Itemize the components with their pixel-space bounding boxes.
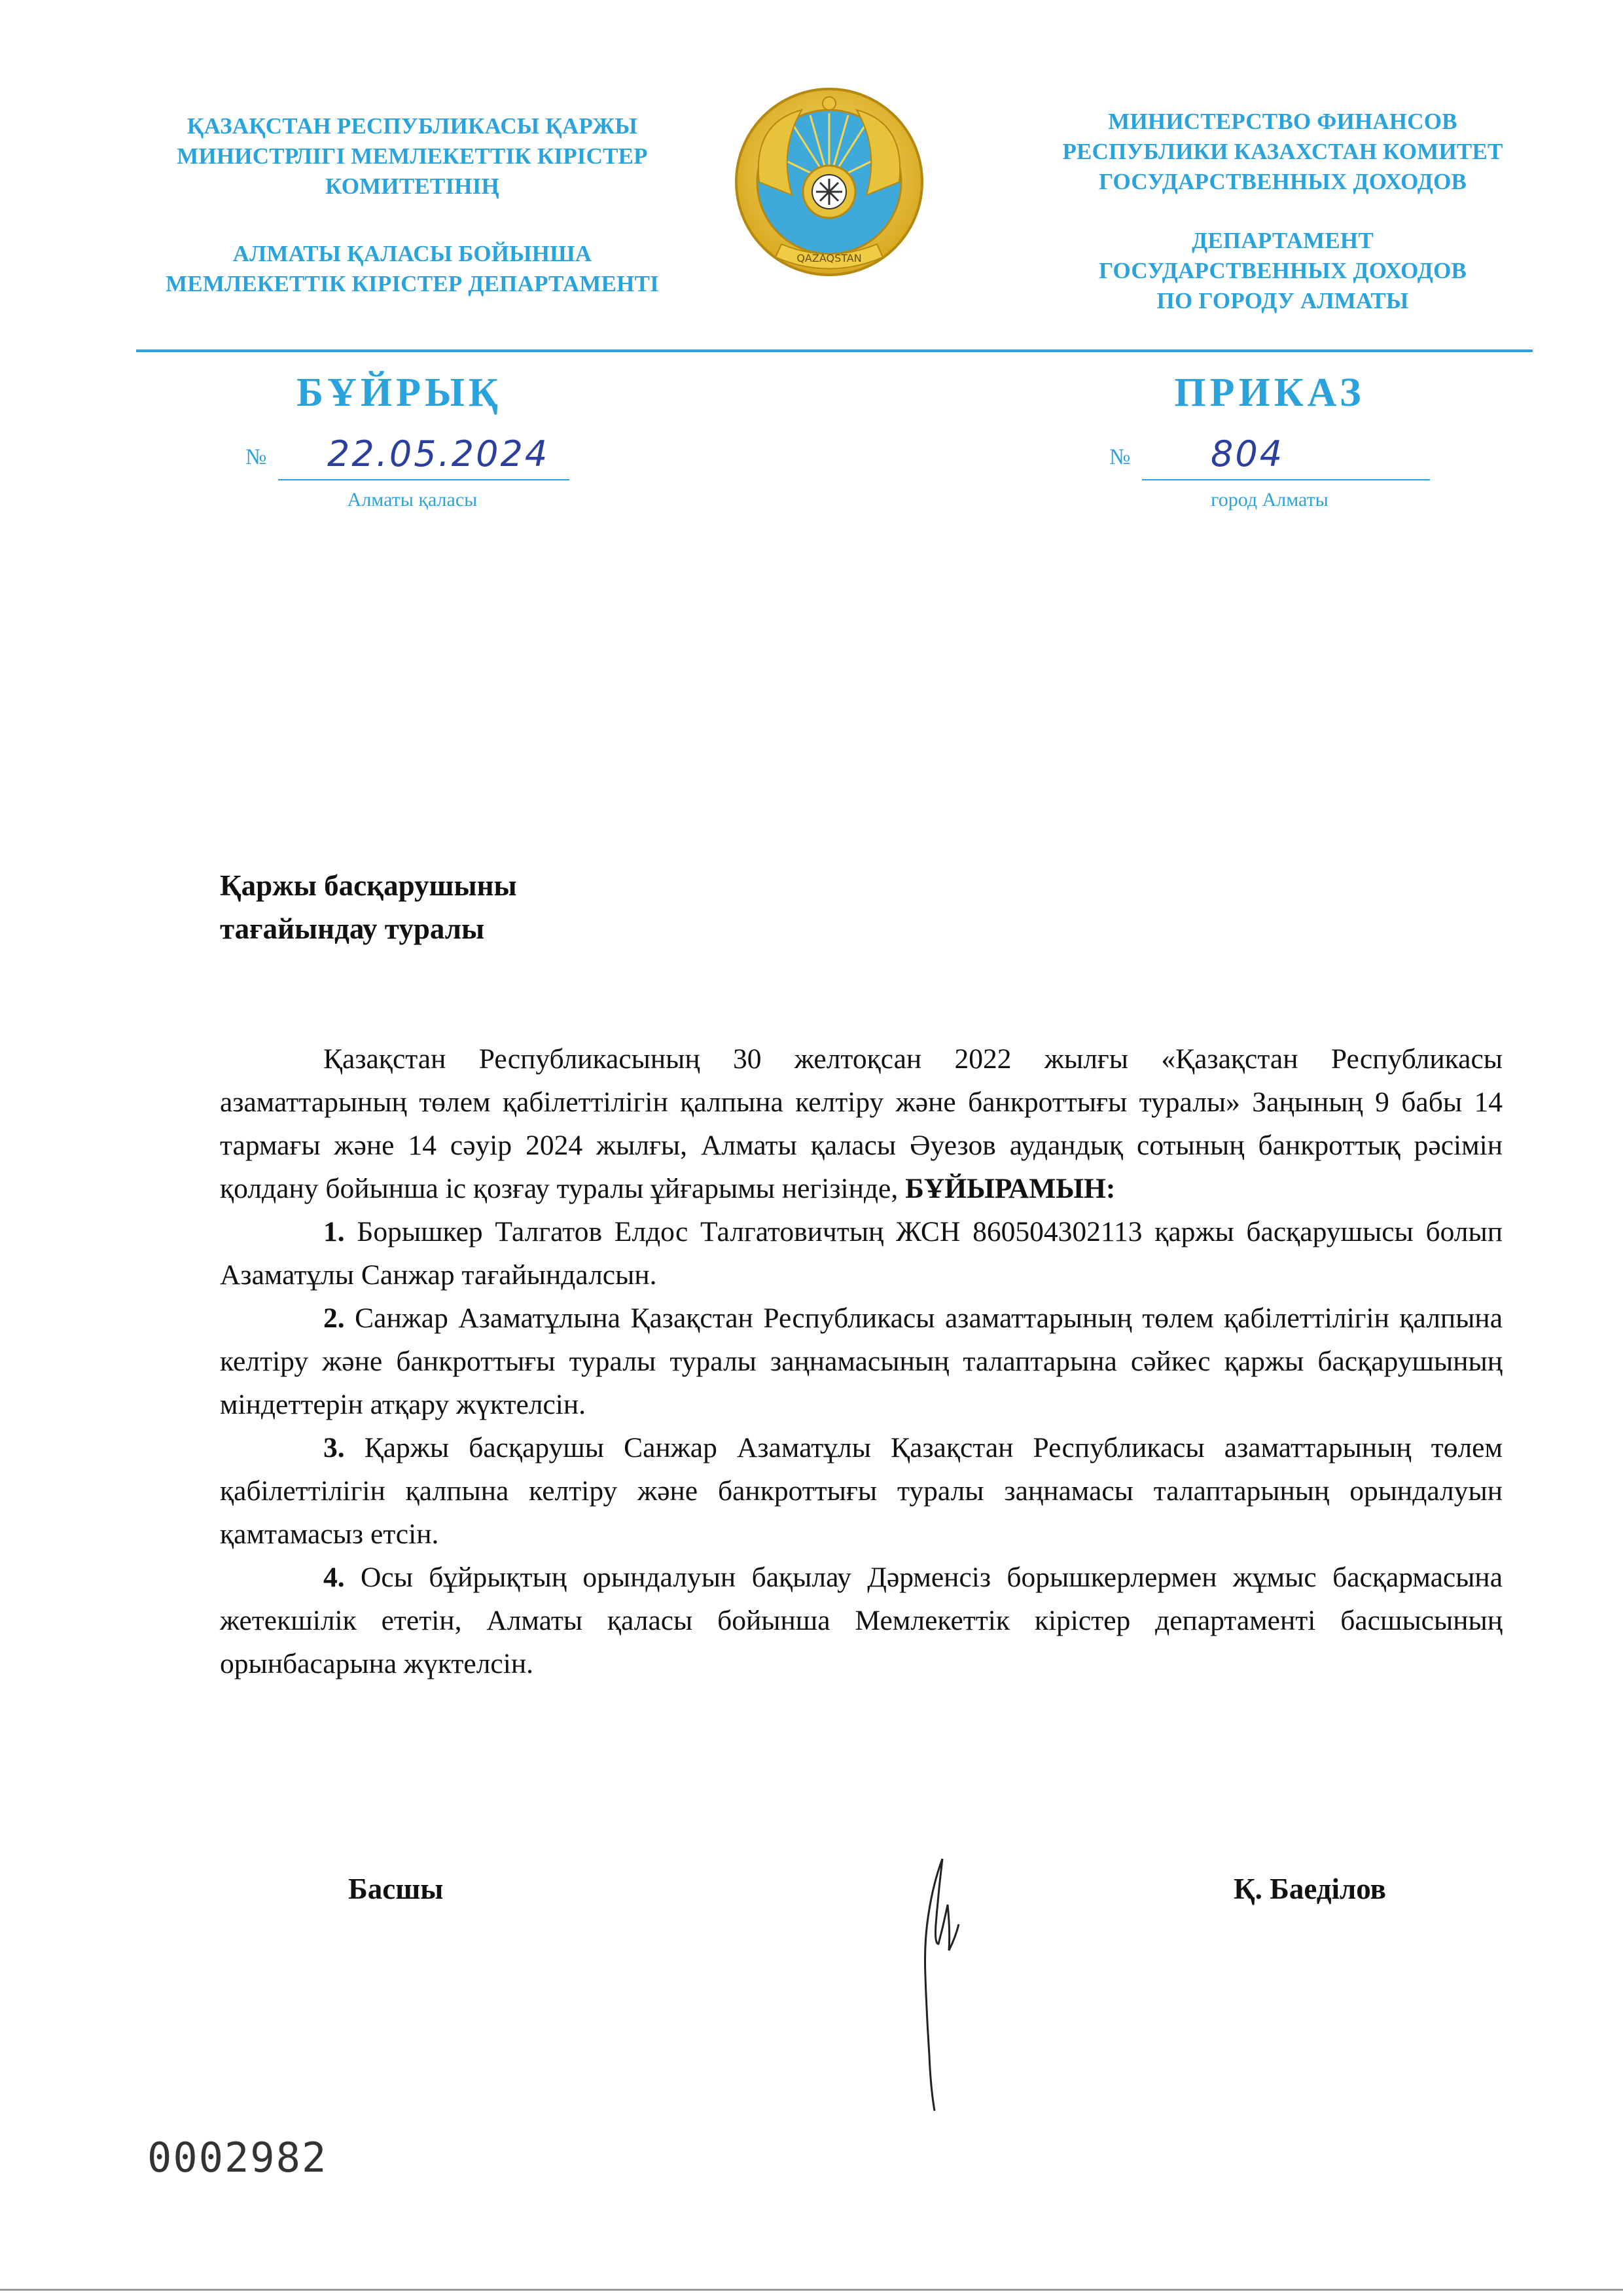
header-divider bbox=[136, 350, 1533, 352]
item-3-number: 3. bbox=[323, 1432, 345, 1463]
signature-name: Қ. Баеділов bbox=[1234, 1873, 1386, 1905]
page-bottom-edge bbox=[0, 2289, 1623, 2291]
order-city-kz: Алматы қаласы bbox=[347, 489, 478, 511]
item-1-number: 1. bbox=[323, 1216, 345, 1247]
header-right-org-line-3: ГОСУДАРСТВЕННЫХ ДОХОДОВ bbox=[1098, 169, 1467, 194]
item-2-text: Санжар Азаматұлына Қазақстан Республикасы азаматтарының төлем қабілеттілігін қалпына келтіру және банкроттығы туралы туралы заңнамасының талаптарына сәйкес қаржы басқарушының міндеттерін атқару жүктелсін. bbox=[220, 1302, 1503, 1420]
item-4-number: 4. bbox=[323, 1562, 345, 1593]
order-date-handwritten: 22.05.2024 bbox=[327, 433, 550, 475]
state-emblem-icon bbox=[733, 84, 926, 293]
subject-line-1: Қаржы басқарушыны bbox=[220, 869, 517, 902]
header-left-org-line-1: ҚАЗАҚСТАН РЕСПУБЛИКАСЫ ҚАРЖЫ bbox=[187, 113, 638, 139]
emblem-ribbon-text: QAZAQSTAN bbox=[796, 252, 862, 264]
order-number-handwritten: 804 bbox=[1211, 433, 1285, 475]
body-item-4 bbox=[220, 1556, 1503, 1685]
item-3-text: Қаржы басқарушы Санжар Азаматұлы Қазақстан Республикасы азаматтарының төлем қабілеттілігін қалпына келтіру және банкроттығы туралы заңнамасы талаптарының орындалуын қамтамасыз етсін. bbox=[220, 1432, 1503, 1550]
item-1-text: Борышкер Талгатов Елдос Талгатовичтың ЖСН 860504302113 қаржы басқарушысы болып Азаматұлы Санжар тағайындалсын. bbox=[220, 1216, 1503, 1291]
body-preamble bbox=[220, 1037, 1503, 1210]
item-2-number: 2. bbox=[323, 1302, 345, 1334]
header-left-dept-line-1: АЛМАТЫ ҚАЛАСЫ БОЙЫНША bbox=[232, 241, 592, 266]
header-left-dept-line-2: МЕМЛЕКЕТТІК КІРІСТЕР ДЕПАРТАМЕНТІ bbox=[166, 271, 659, 296]
order-number-line bbox=[1142, 446, 1430, 480]
body-item-2 bbox=[220, 1297, 1503, 1426]
order-number-no-sign: № bbox=[1109, 445, 1131, 469]
order-city-ru: город Алматы bbox=[1211, 489, 1329, 511]
header-right-org-line-1: МИНИСТЕРСТВО ФИНАНСОВ bbox=[1108, 109, 1457, 134]
item-4-text: Осы бұйрықтың орындалуын бақылау Дәрменсіз борышкерлермен жұмыс басқармасына жетекшілік ететін, Алматы қаласы бойынша Мемлекеттік кірістер департаменті басшысының орынбасарына жүктелсін. bbox=[220, 1562, 1503, 1679]
header-left-org bbox=[134, 111, 690, 202]
header-right-dept-line-3: ПО ГОРОДУ АЛМАТЫ bbox=[1156, 288, 1409, 314]
header-right-org-line-2: РЕСПУБЛИКИ КАЗАХСТАН КОМИТЕТ bbox=[1062, 139, 1503, 164]
order-title-ru: ПРИКАЗ bbox=[1174, 370, 1365, 415]
header-right-dept-line-2: ГОСУДАРСТВЕННЫХ ДОХОДОВ bbox=[1098, 258, 1467, 283]
header-left-org-line-3: КОМИТЕТІНІҢ bbox=[325, 173, 499, 199]
header-right-dept bbox=[988, 226, 1577, 316]
header-left-org-line-2: МИНИСТРЛІГІ МЕМЛЕКЕТТІК КІРІСТЕР bbox=[177, 143, 648, 169]
body-item-1 bbox=[220, 1210, 1503, 1297]
subject-line-2: тағайындау туралы bbox=[220, 912, 485, 945]
state-emblem bbox=[733, 84, 926, 293]
body-item-3 bbox=[220, 1426, 1503, 1556]
order-date-no-sign: № bbox=[245, 445, 267, 469]
document-subject bbox=[220, 864, 809, 950]
header-right-dept-line-1: ДЕПАРТАМЕНТ bbox=[1192, 228, 1374, 253]
header-left-dept bbox=[134, 239, 690, 299]
decree-word: БҰЙЫРАМЫН: bbox=[905, 1173, 1116, 1204]
signature-position: Басшы bbox=[348, 1873, 444, 1905]
header-right-org bbox=[988, 107, 1577, 197]
handwritten-signature bbox=[870, 1846, 1001, 2121]
document-body bbox=[220, 1037, 1503, 1685]
serial-number: 0002982 bbox=[147, 2134, 328, 2181]
order-title-kz: БҰЙРЫҚ bbox=[296, 370, 502, 415]
preamble-text: Қазақстан Республикасының 30 желтоқсан 2022 жылғы «Қазақстан Республикасы азаматтарының төлем қабілеттілігін қалпына келтіру және банкроттығы туралы» Заңының 9 бабы 14 тармағы және 14 сәуір 2024 жылғы, Алматы қаласы Әуезов аудандық сотының банкроттық рәсімін қолдану бойынша іс қозғау туралы ұйғарымы негізінде, bbox=[220, 1043, 1503, 1204]
